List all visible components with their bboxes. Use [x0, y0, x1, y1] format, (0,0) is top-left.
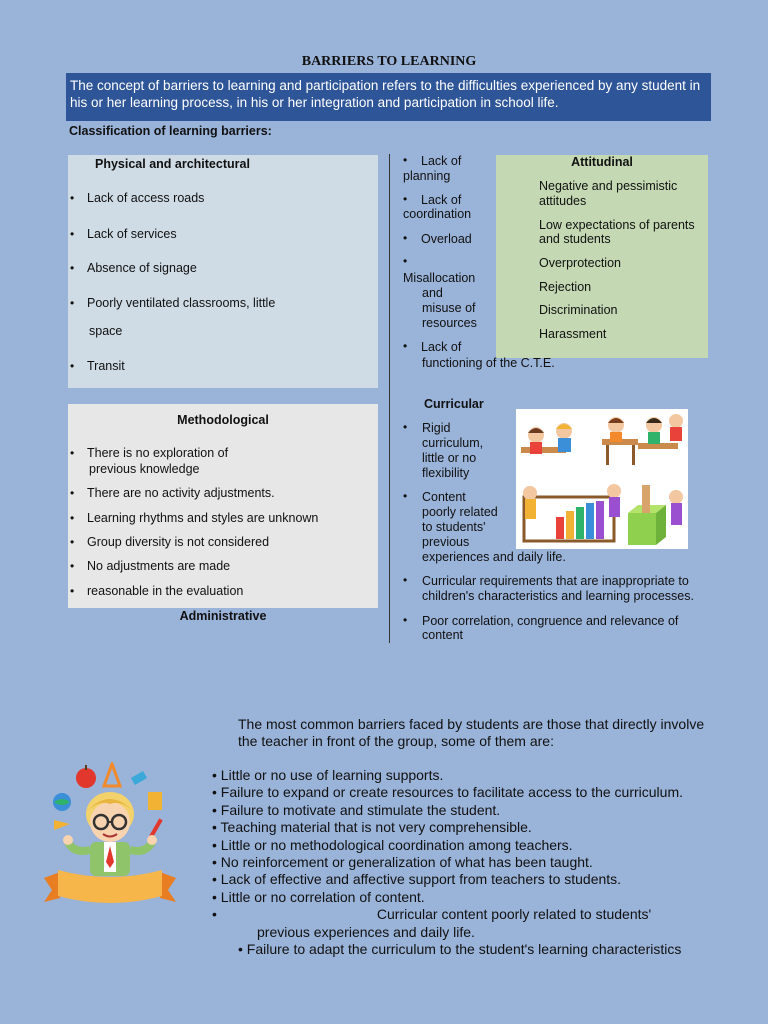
bullet: • — [70, 446, 75, 460]
list-item: Harassment — [539, 327, 607, 341]
list-item-text: Curricular content poorly related to students' — [376, 906, 652, 923]
bullet: • — [212, 888, 217, 905]
intro-banner: The concept of barriers to learning and participation refers to the difficulties experienced by any student in his or her learning process, in his or her integration and participation in school life. — [66, 73, 711, 121]
list-item: coordination — [403, 207, 472, 221]
list-item: Rigid — [422, 421, 451, 435]
list-item: Overprotection — [539, 256, 621, 270]
list-item: misuse of — [422, 301, 476, 315]
list-item: Low expectations of parents — [539, 218, 695, 232]
bullet: • — [212, 836, 217, 853]
list-item: poorly related — [422, 505, 498, 519]
bullet: • — [212, 801, 217, 818]
list-item: planning — [403, 169, 451, 183]
physical-heading: Physical and architectural — [95, 157, 250, 171]
bullet: • — [238, 941, 243, 958]
list-item: experiences and daily life. — [422, 550, 566, 564]
list-item-text: Little or no correlation of content. — [220, 888, 425, 905]
list-item-text: No reinforcement or generalization of what has been taught. — [220, 854, 593, 871]
list-item — [212, 819, 752, 836]
page-title: BARRIERS TO LEARNING — [301, 54, 477, 69]
bullet: • — [403, 153, 408, 167]
list-item: children's characteristics and learning processes. — [422, 589, 694, 603]
list-item: little or no — [422, 451, 477, 465]
bullet: • — [403, 192, 408, 206]
list-item-text: Failure to expand or create resources to facilitate access to the curriculum. — [220, 784, 684, 801]
list-item: Lack of — [421, 154, 462, 168]
list-item-continuation — [212, 924, 752, 941]
bullet: • — [403, 254, 408, 268]
methodological-heading: Methodological — [177, 413, 269, 427]
bullet: • — [70, 559, 75, 573]
bullet: • — [70, 191, 75, 205]
curricular-heading: Curricular — [424, 397, 484, 411]
list-item: and — [422, 286, 443, 300]
bullet: • — [70, 535, 75, 549]
list-item — [212, 906, 752, 923]
list-item-text: Failure to adapt the curriculum to the student's learning characteristics — [246, 941, 682, 958]
bullet: • — [70, 584, 75, 598]
bullet: • — [70, 296, 75, 310]
list-item — [212, 854, 752, 871]
list-item — [212, 802, 752, 819]
common-barriers-intro: The most common barriers faced by students are those that directly involve the teacher in front of the group, some of them are: — [238, 716, 705, 749]
physical-box — [68, 155, 378, 388]
administrative-heading: Administrative — [179, 609, 267, 623]
bullet: • — [212, 854, 217, 871]
list-item: space — [89, 324, 123, 338]
list-item: previous knowledge — [89, 462, 200, 476]
list-item-text: Little or no use of learning supports. — [220, 767, 444, 783]
bullet: • — [403, 613, 408, 627]
attitudinal-box — [496, 155, 708, 358]
bullet: • — [403, 420, 408, 434]
list-item: Poorly ventilated classrooms, little — [87, 296, 276, 310]
list-item: Transit — [87, 359, 125, 373]
bullet: • — [212, 784, 217, 801]
list-item: There is no exploration of — [87, 446, 229, 460]
list-item: Poor correlation, congruence and relevance of — [422, 614, 679, 628]
teacher-illustration — [40, 762, 180, 912]
classification-label: Classification of learning barriers: — [69, 124, 272, 138]
list-item: to students' — [422, 520, 486, 534]
list-item: and students — [539, 232, 611, 246]
children-classroom-illustration — [516, 409, 688, 549]
bullet: • — [403, 231, 408, 245]
list-item-text: Little or no methodological coordination among teachers. — [220, 836, 573, 853]
list-item: Lack of services — [87, 227, 177, 241]
bullet: • — [212, 871, 217, 888]
list-item: Rejection — [539, 280, 592, 294]
list-item — [212, 871, 752, 888]
teacher-barriers-list — [212, 767, 752, 958]
list-item: Lack of access roads — [87, 191, 205, 205]
list-item: resources — [422, 316, 477, 330]
column-divider — [389, 154, 390, 643]
bullet: • — [70, 359, 75, 373]
list-item: Absence of signage — [87, 261, 197, 275]
bullet: • — [70, 227, 75, 241]
list-item: attitudes — [539, 194, 587, 208]
list-item: functioning of the C.T.E. — [422, 356, 555, 370]
list-item: Learning rhythms and styles are unknown — [87, 511, 319, 525]
bullet: • — [403, 489, 408, 503]
list-item: Content — [422, 490, 466, 504]
bullet: • — [212, 906, 217, 923]
list-item-text: previous experiences and daily life. — [257, 923, 475, 940]
list-item: Overload — [421, 232, 472, 246]
bullet: • — [403, 573, 408, 587]
list-item: There are no activity adjustments. — [87, 486, 275, 500]
list-item: Curricular requirements that are inappropriate to — [422, 574, 689, 588]
list-item-text: Lack of effective and affective support from teachers to students. — [220, 871, 622, 888]
bullet: • — [70, 511, 75, 525]
list-item — [212, 889, 752, 906]
list-item — [212, 767, 752, 784]
list-item — [212, 837, 752, 854]
list-item: Negative and pessimistic — [539, 179, 678, 193]
methodological-box — [68, 404, 378, 608]
bullet: • — [212, 767, 217, 783]
bullet: • — [212, 819, 217, 836]
list-item-text: Teaching material that is not very comprehensible. — [220, 819, 532, 836]
bullet: • — [70, 261, 75, 275]
list-item: content — [422, 628, 464, 642]
list-item: reasonable in the evaluation — [87, 584, 244, 598]
list-item — [212, 784, 752, 801]
list-item: No adjustments are made — [87, 559, 231, 573]
list-item — [212, 941, 752, 958]
list-item: Group diversity is not considered — [87, 535, 270, 549]
bullet: • — [403, 339, 408, 353]
list-item: Discrimination — [539, 303, 618, 317]
attitudinal-heading: Attitudinal — [571, 155, 633, 169]
list-item: Misallocation — [403, 271, 476, 285]
list-item: Lack of — [421, 193, 462, 207]
list-item: previous — [422, 535, 470, 549]
bullet: • — [70, 486, 75, 500]
list-item: flexibility — [422, 466, 470, 480]
list-item: curriculum, — [422, 436, 484, 450]
list-item: Lack of — [421, 340, 462, 354]
list-item-text: Failure to motivate and stimulate the student. — [220, 801, 501, 818]
